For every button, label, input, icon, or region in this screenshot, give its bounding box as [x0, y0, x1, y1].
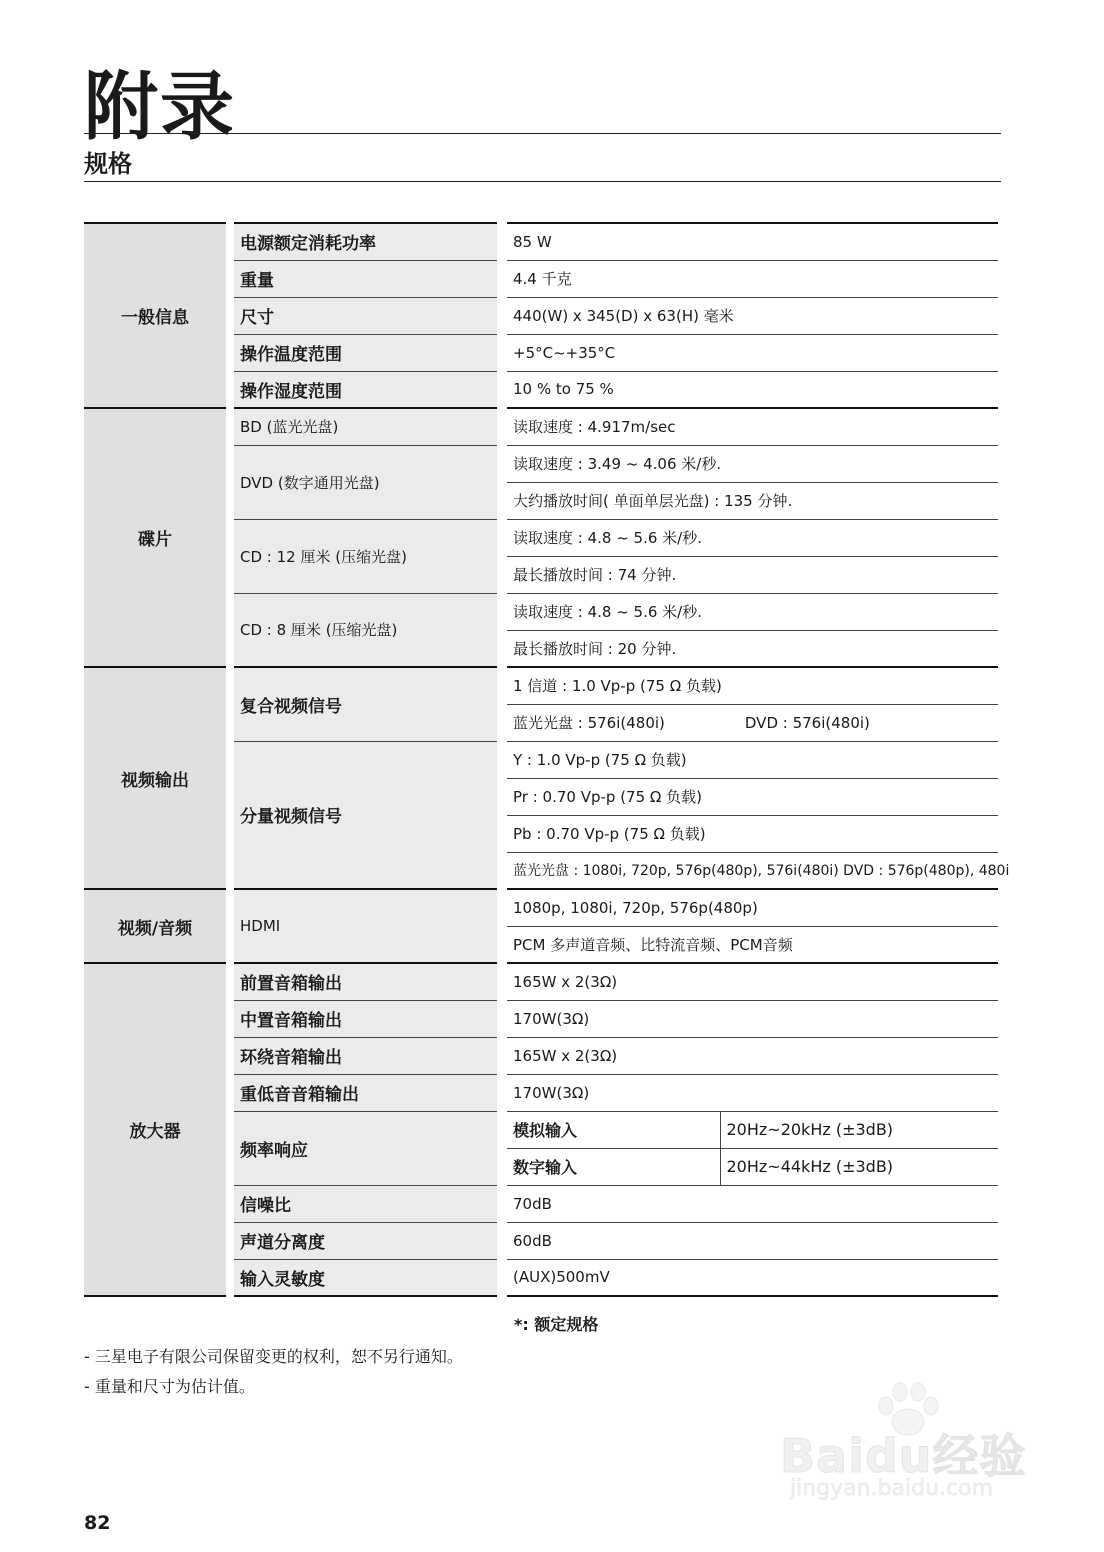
spec-value: 4.4 千克: [502, 260, 998, 297]
spec-sublabel: 模拟输入: [502, 1111, 720, 1148]
category-amp: 放大器: [84, 963, 230, 1296]
table-row: [84, 667, 998, 704]
spec-value: 1 信道 : 1.0 Vp-p (75 Ω 负载): [502, 667, 998, 704]
spec-label: 复合视频信号: [230, 667, 502, 741]
spec-label: 分量视频信号: [230, 741, 502, 889]
subtitle-divider: [84, 181, 1001, 182]
spec-label: 频率响应: [230, 1111, 502, 1185]
spec-value: 170W(3Ω): [502, 1000, 998, 1037]
spec-value: 85 W: [502, 223, 998, 260]
note-line: - 三星电子有限公司保留变更的权利，恕不另行通知。: [84, 1347, 463, 1366]
watermark-brand: Baidu经验: [780, 1429, 1027, 1483]
spec-value: 20Hz~44kHz (±3dB): [720, 1148, 998, 1185]
spec-value: 读取速度 : 4.917m/sec: [502, 408, 998, 445]
table-row: [84, 408, 998, 445]
spec-label: 操作温度范围: [230, 334, 502, 371]
category-disc: 碟片: [84, 408, 230, 667]
table-row: [84, 889, 998, 926]
spec-label: 信噪比: [230, 1185, 502, 1222]
spec-label: DVD (数字通用光盘): [230, 445, 502, 519]
spec-label: 电源额定消耗功率: [230, 223, 502, 260]
note-line: - 重量和尺寸为估计值。: [84, 1377, 255, 1396]
page-title: 附录: [84, 64, 236, 150]
spec-label: CD : 8 厘米 (压缩光盘): [230, 593, 502, 667]
page-number: 82: [84, 1512, 111, 1534]
spec-value: 70dB: [502, 1185, 998, 1222]
spec-value: 165W x 2(3Ω): [502, 963, 998, 1000]
section-subtitle: 规格: [84, 150, 132, 178]
watermark-url: jingyan.baidu.com: [790, 1476, 994, 1501]
spec-value: [502, 704, 998, 741]
spec-label: 环绕音箱输出: [230, 1037, 502, 1074]
spec-label: 输入灵敏度: [230, 1259, 502, 1296]
spec-value: 最长播放时间 : 20 分钟.: [502, 630, 998, 667]
spec-sublabel: 数字输入: [502, 1148, 720, 1185]
spec-value: PCM 多声道音频、比特流音频、PCM音频: [502, 926, 998, 963]
spec-value: 20Hz~20kHz (±3dB): [720, 1111, 998, 1148]
category-general: 一般信息: [84, 223, 230, 408]
spec-value: 读取速度 : 4.8 ~ 5.6 米/秒.: [502, 519, 998, 556]
spec-label: 重量: [230, 260, 502, 297]
spec-label: 前置音箱输出: [230, 963, 502, 1000]
spec-value: 读取速度 : 3.49 ~ 4.06 米/秒.: [502, 445, 998, 482]
spec-table: [84, 222, 1010, 1297]
spec-label: 重低音音箱输出: [230, 1074, 502, 1111]
spec-value: 最长播放时间 : 74 分钟.: [502, 556, 998, 593]
spec-label: 中置音箱输出: [230, 1000, 502, 1037]
spec-label: CD : 12 厘米 (压缩光盘): [230, 519, 502, 593]
spec-value: 蓝光光盘 : 1080i, 720p, 576p(480p), 576i(480i) DVD : 576p(480p), 480i: [502, 852, 998, 889]
spec-value: 60dB: [502, 1222, 998, 1259]
spec-label: HDMI: [230, 889, 502, 963]
spec-value: 10 % to 75 %: [502, 371, 998, 408]
spec-value: 读取速度 : 4.8 ~ 5.6 米/秒.: [502, 593, 998, 630]
spec-label: 尺寸: [230, 297, 502, 334]
spec-label: 声道分离度: [230, 1222, 502, 1259]
composite-dvd-value: DVD : 576i(480i): [744, 714, 870, 732]
spec-value: (AUX)500mV: [502, 1259, 998, 1296]
footnote: *: 额定规格: [514, 1315, 599, 1334]
spec-value: 440(W) x 345(D) x 63(H) 毫米: [502, 297, 998, 334]
table-row: [84, 223, 998, 260]
spec-value: Pr : 0.70 Vp-p (75 Ω 负载): [502, 778, 998, 815]
composite-bd-value: 蓝光光盘 : 576i(480i): [513, 714, 665, 732]
spec-value: 170W(3Ω): [502, 1074, 998, 1111]
spec-value: 165W x 2(3Ω): [502, 1037, 998, 1074]
table-row: [84, 963, 998, 1000]
spec-value: 1080p, 1080i, 720p, 576p(480p): [502, 889, 998, 926]
spec-value: +5°C~+35°C: [502, 334, 998, 371]
spec-value: Y : 1.0 Vp-p (75 Ω 负载): [502, 741, 998, 778]
spec-value: 大约播放时间( 单面单层光盘) : 135 分钟.: [502, 482, 998, 519]
spec-label: BD (蓝光光盘): [230, 408, 502, 445]
category-video: 视频输出: [84, 667, 230, 889]
spec-label: 操作湿度范围: [230, 371, 502, 408]
baidu-watermark: [780, 1380, 1050, 1510]
category-av: 视频/音频: [84, 889, 230, 963]
title-divider: [84, 133, 1001, 134]
spec-value: Pb : 0.70 Vp-p (75 Ω 负载): [502, 815, 998, 852]
